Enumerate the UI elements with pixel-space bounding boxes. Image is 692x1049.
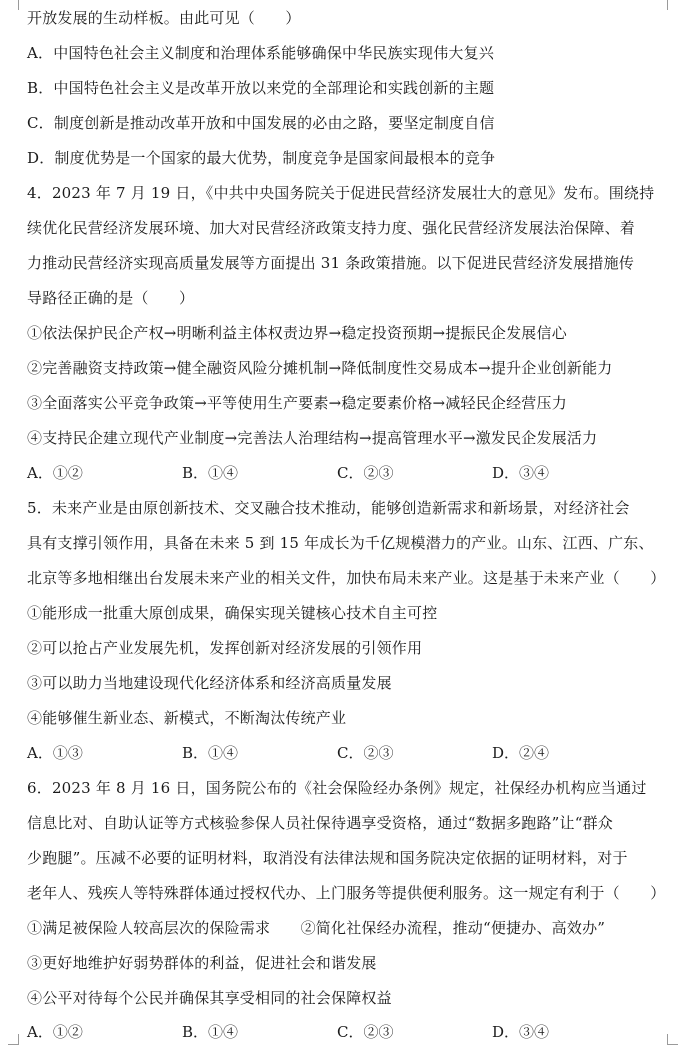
question-5-statement-1: ①能形成一批重大原创成果，确保实现关键核心技术自主可控 bbox=[27, 604, 438, 622]
question-3-option-c: C．制度创新是推动改革开放和中国发展的必由之路，要坚定制度自信 bbox=[27, 114, 495, 132]
question-6-statement-1-2: ①满足被保险人较高层次的保险需求 ②简化社保经办流程，推动“便捷办、高效办” bbox=[27, 919, 606, 937]
question-5-stem: 具有支撑引领作用，具备在未来 5 到 15 年成长为千亿规模潜力的产业。山东、江西、广东、 bbox=[27, 534, 654, 552]
question-5-statement-2: ②可以抢占产业发展先机，发挥创新对经济发展的引领作用 bbox=[27, 639, 423, 657]
page-corner-mark bbox=[8, 1034, 19, 1045]
question-5-stem: 北京等多地相继出台发展未来产业的相关文件，加快布局未来产业。这是基于未来产业（ ） bbox=[27, 569, 666, 587]
question-5-statement-3: ③可以助力当地建设现代化经济体系和经济高质量发展 bbox=[27, 674, 392, 692]
question-4-stem: 续优化民营经济发展环境、加大对民营经济政策支持力度、强化民营经济发展法治保障、着 bbox=[27, 219, 636, 237]
choice-b: B．①④ bbox=[182, 1023, 239, 1041]
choice-a: A．①② bbox=[27, 1023, 83, 1041]
question-4-statement-3: ③全面落实公平竞争政策→平等使用生产要素→稳定要素价格→减轻民企经营压力 bbox=[27, 394, 567, 412]
question-5-statement-4: ④能够催生新业态、新模式，不断淘汰传统产业 bbox=[27, 709, 347, 727]
question-5-stem: 5．未来产业是由原创新技术、交叉融合技术推动，能够创造新需求和新场景，对经济社会 bbox=[27, 499, 630, 517]
question-3-option-d: D．制度优势是一个国家的最大优势，制度竞争是国家间最根本的竞争 bbox=[27, 149, 496, 167]
question-3-stem-end: 开放发展的生动样板。由此可见（ ） bbox=[27, 9, 301, 27]
choice-d: D．②④ bbox=[492, 744, 550, 762]
question-6-stem: 老年人、残疾人等特殊群体通过授权代办、上门服务等提供便利服务。这一规定有利于（ ） bbox=[27, 884, 666, 902]
question-6-statement-4: ④公平对待每个公民并确保其享受相同的社会保障权益 bbox=[27, 989, 392, 1007]
question-4-stem: 导路径正确的是（ ） bbox=[27, 289, 195, 307]
page-corner-mark bbox=[667, 0, 678, 10]
choice-a: A．①③ bbox=[27, 744, 83, 762]
choice-b: B．①④ bbox=[182, 744, 239, 762]
page-corner-mark bbox=[667, 1034, 678, 1045]
question-4-stem: 力推动民营经济实现高质量发展等方面提出 31 条政策措施。以下促进民营经济发展措施传 bbox=[27, 254, 635, 272]
question-6-stem: 信息比对、自助认证等方式核验参保人员社保待遇享受资格，通过“数据多跑路”让“群众 bbox=[27, 814, 614, 832]
choice-c: C．②③ bbox=[337, 744, 394, 762]
question-4-statement-4: ④支持民企建立现代产业制度→完善法人治理结构→提高管理水平→激发民企发展活力 bbox=[27, 429, 598, 447]
question-3-option-b: B．中国特色社会主义是改革开放以来党的全部理论和实践创新的主题 bbox=[27, 79, 495, 97]
choice-b: B．①④ bbox=[182, 464, 239, 482]
question-6-stem: 6．2023 年 8 月 16 日，国务院公布的《社会保险经办条例》规定，社保经办机构应当通过 bbox=[27, 779, 647, 797]
choice-a: A．①② bbox=[27, 464, 83, 482]
choice-c: C．②③ bbox=[337, 464, 394, 482]
choice-d: D．③④ bbox=[492, 464, 550, 482]
question-6-statement-3: ③更好地维护好弱势群体的利益，促进社会和谐发展 bbox=[27, 954, 377, 972]
choice-c: C．②③ bbox=[337, 1023, 394, 1041]
question-3-option-a: A．中国特色社会主义制度和治理体系能够确保中华民族实现伟大复兴 bbox=[27, 44, 495, 62]
question-4-statement-2: ②完善融资支持政策→健全融资风险分摊机制→降低制度性交易成本→提升企业创新能力 bbox=[27, 359, 613, 377]
question-6-stem: 少跑腿”。压减不必要的证明材料，取消没有法律法规和国务院决定依据的证明材料，对于 bbox=[27, 849, 628, 867]
choice-d: D．③④ bbox=[492, 1023, 550, 1041]
question-4-statement-1: ①依法保护民企产权→明晰利益主体权责边界→稳定投资预期→提振民企发展信心 bbox=[27, 324, 567, 342]
question-4-stem: 4．2023 年 7 月 19 日，《中共中央国务院关于促进民营经济发展壮大的意见》发布。围绕持 bbox=[27, 184, 655, 202]
page-corner-mark bbox=[8, 0, 19, 10]
